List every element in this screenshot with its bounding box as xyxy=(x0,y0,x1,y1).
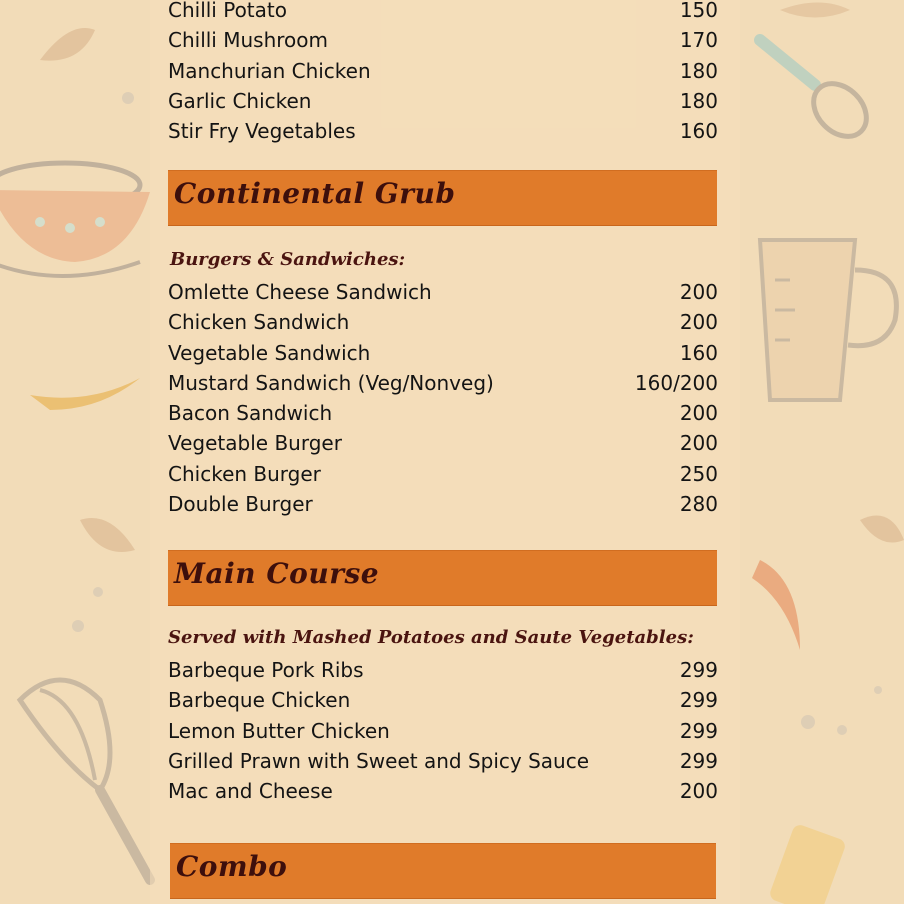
menu-item-name: Garlic Chicken xyxy=(168,88,312,113)
leaf-icon xyxy=(40,28,95,61)
menu-item xyxy=(168,746,718,776)
menu-item xyxy=(168,25,718,55)
menu-item xyxy=(168,116,718,146)
section-title: Continental Grub xyxy=(174,177,456,210)
menu-item xyxy=(168,489,718,519)
whisk-icon xyxy=(20,680,150,880)
menu-item-price: 150 xyxy=(679,0,718,22)
menu-item-price: 299 xyxy=(679,748,718,773)
section-subheading: Burgers & Sandwiches: xyxy=(170,249,406,270)
leaf-icon xyxy=(80,518,135,552)
menu-item-price: 160 xyxy=(679,340,718,365)
section-header-main-course xyxy=(168,550,717,606)
menu-item-list-main-course xyxy=(168,655,718,806)
menu-item xyxy=(168,56,718,86)
menu-item xyxy=(168,459,718,489)
menu-item-name: Vegetable Sandwich xyxy=(168,340,371,365)
menu-item-name: Mustard Sandwich (Veg/Nonveg) xyxy=(168,370,494,395)
menu-item-name: Lemon Butter Chicken xyxy=(168,718,390,743)
leaf-icon xyxy=(780,3,850,18)
section-header-combo xyxy=(170,843,716,899)
section-title: Combo xyxy=(176,850,288,883)
section-subheading: Served with Mashed Potatoes and Saute Vegetables: xyxy=(168,627,694,648)
menu-item-name: Vegetable Burger xyxy=(168,431,342,456)
menu-item-name: Chilli Mushroom xyxy=(168,28,328,53)
menu-item xyxy=(168,655,718,685)
menu-item-name: Stir Fry Vegetables xyxy=(168,119,356,144)
section-header-continental-grub xyxy=(168,170,717,226)
menu-item-price: 200 xyxy=(679,779,718,804)
leaf-icon xyxy=(860,516,904,543)
menu-item-price: 180 xyxy=(679,88,718,113)
menu-item-name: Barbeque Pork Ribs xyxy=(168,658,364,682)
menu-item xyxy=(168,716,718,746)
menu-item-list-continental xyxy=(168,277,718,519)
menu-item xyxy=(168,776,718,806)
menu-item-name: Chilli Potato xyxy=(168,0,287,22)
menu-item-name: Bacon Sandwich xyxy=(168,401,333,426)
menu-item xyxy=(168,398,718,428)
menu-item-price: 170 xyxy=(679,28,718,53)
chili-icon xyxy=(30,378,140,410)
menu-item xyxy=(168,368,718,398)
menu-item-price: 180 xyxy=(679,58,718,83)
menu-item-name: Omlette Cheese Sandwich xyxy=(168,280,432,304)
menu-item-price: 280 xyxy=(679,492,718,517)
menu-item-price: 200 xyxy=(679,280,718,304)
menu-item-price: 299 xyxy=(679,658,718,682)
menu-item-name: Chicken Burger xyxy=(168,461,321,486)
menu-item xyxy=(168,338,718,368)
menu-item-price: 200 xyxy=(679,401,718,426)
measuring-cup-icon xyxy=(760,240,896,400)
menu-item-list-chinese xyxy=(168,0,718,146)
menu-item-price: 299 xyxy=(679,688,718,713)
spatula-icon xyxy=(768,823,847,904)
menu-item-name: Grilled Prawn with Sweet and Spicy Sauce xyxy=(168,748,590,773)
section-title: Main Course xyxy=(174,557,380,590)
menu-item-price: 200 xyxy=(679,431,718,456)
menu-item-name: Double Burger xyxy=(168,492,313,517)
menu-item-name: Chicken Sandwich xyxy=(168,310,350,335)
menu-item-name: Barbeque Chicken xyxy=(168,688,351,713)
menu-item xyxy=(168,86,718,116)
menu-item-price: 299 xyxy=(679,718,718,743)
menu-item xyxy=(168,685,718,715)
bowl-icon xyxy=(0,163,150,276)
menu-item-price: 160/200 xyxy=(634,370,718,395)
menu-item xyxy=(168,428,718,458)
menu-item-name: Mac and Cheese xyxy=(168,779,333,804)
menu-item-price: 200 xyxy=(679,310,718,335)
menu-item xyxy=(168,307,718,337)
menu-item-name: Manchurian Chicken xyxy=(168,58,371,83)
menu-item xyxy=(168,0,718,25)
spoon-icon xyxy=(760,40,877,147)
menu-item-price: 250 xyxy=(679,461,718,486)
chili-icon xyxy=(752,560,800,650)
menu-item xyxy=(168,277,718,307)
menu-item-price: 160 xyxy=(679,119,718,144)
